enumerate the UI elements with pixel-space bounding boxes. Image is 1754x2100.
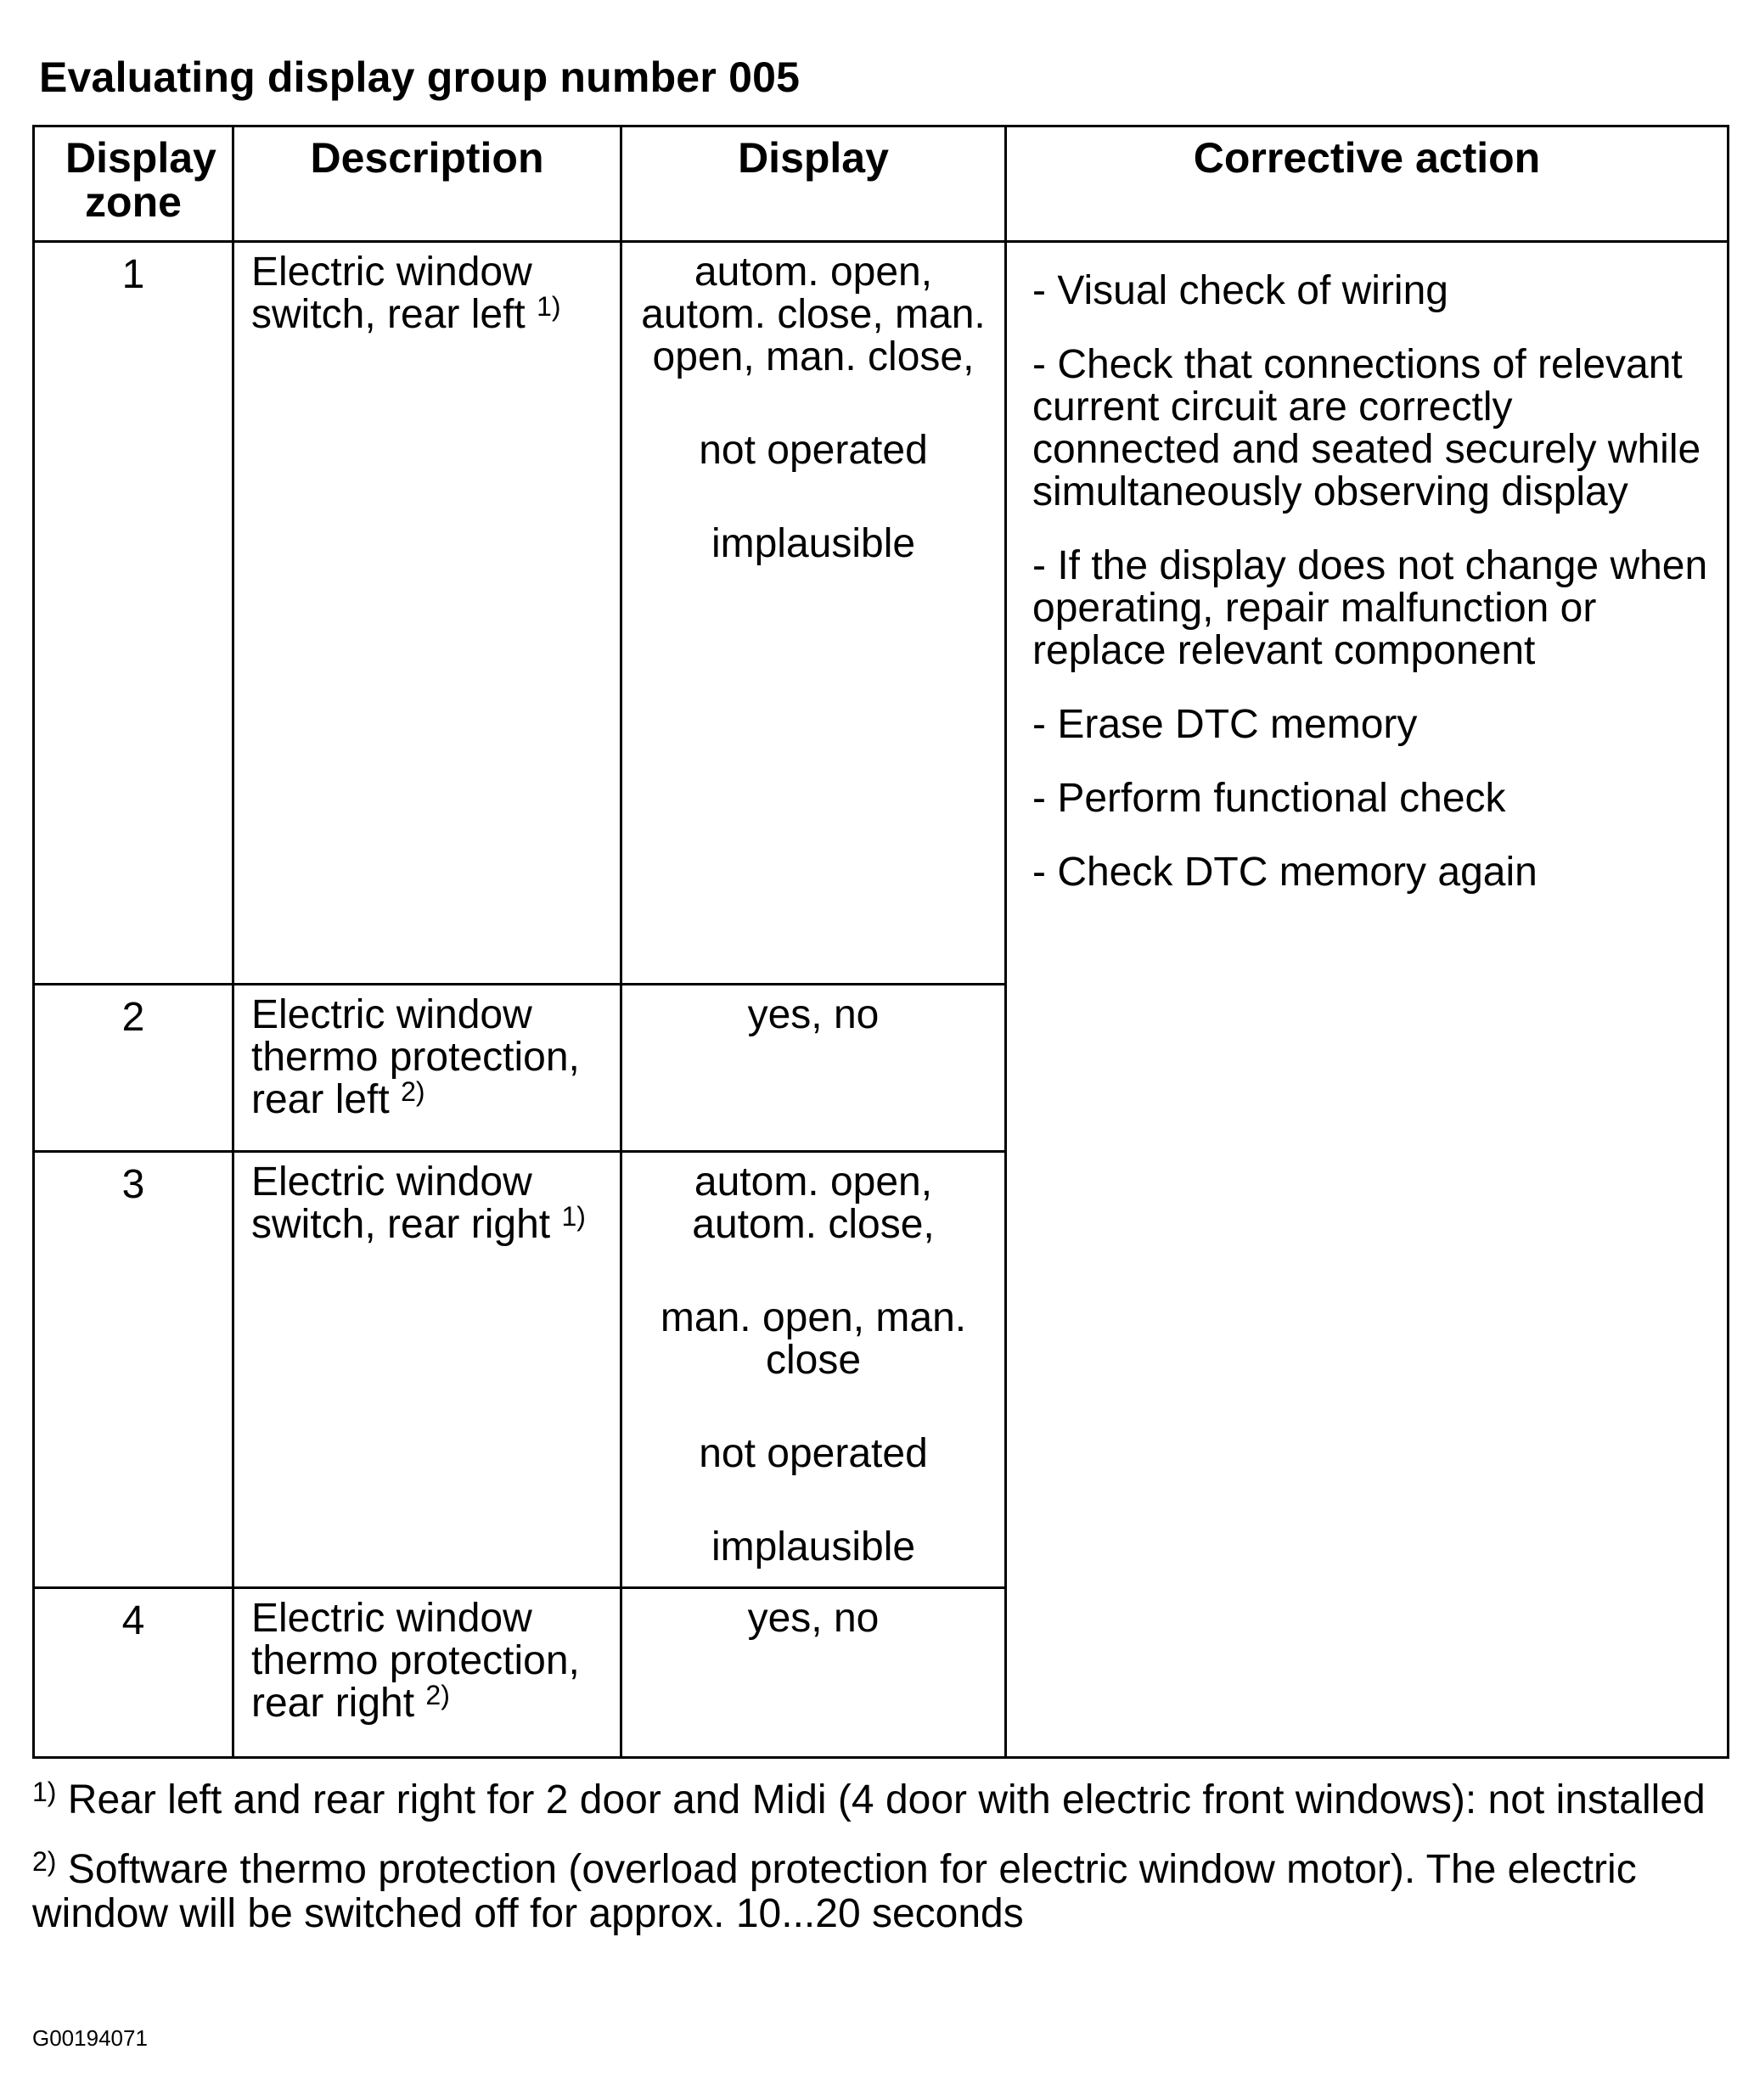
display-value: not operated [699, 428, 928, 473]
corrective-action-item: - Visual check of wiring [1032, 268, 1448, 313]
display-value: man. open, man. close [660, 1295, 967, 1383]
footnote-marker: 2) [32, 1846, 57, 1877]
display-group-table [32, 125, 1729, 1759]
footnote-text: Rear left and rear right for 2 door and Midi (4 door with electric front windows): not installed [67, 1777, 1706, 1822]
corrective-action-item: - Check DTC memory again [1032, 850, 1538, 895]
footnote-marker: 2) [425, 1680, 450, 1710]
zone-cell: 3 [34, 1152, 233, 1588]
footnote-marker: 1) [561, 1201, 586, 1232]
display-cell [621, 985, 1006, 1152]
display-value: yes, no [747, 992, 880, 1037]
header-display-zone: Display zone [34, 126, 233, 242]
corrective-action-item: - If the display does not change when operating, repair malfunction or replace relevant component [1032, 543, 1708, 673]
corrective-action-item: - Perform functional check [1032, 776, 1506, 821]
description-text: Electric window switch, rear left [251, 250, 532, 337]
display-cell [621, 1152, 1006, 1588]
footnote-1 [32, 1778, 1727, 1822]
footnote-marker: 2) [401, 1076, 425, 1107]
footnote-marker: 1) [32, 1777, 57, 1807]
display-cell [621, 1588, 1006, 1758]
corrective-action-item: - Check that connections of relevant current circuit are correctly connected and seated securely while simultaneously observing display [1032, 342, 1701, 514]
description-text: Electric window thermo protection, rear left [251, 992, 580, 1122]
description-cell [233, 242, 621, 985]
display-value: implausible [711, 521, 916, 566]
header-display: Display [621, 126, 1006, 242]
display-value: yes, no [747, 1596, 880, 1641]
zone-cell: 1 [34, 242, 233, 985]
footnote-marker: 1) [537, 291, 561, 322]
display-value: not operated [699, 1431, 928, 1476]
description-text: Electric window thermo protection, rear right [251, 1596, 580, 1726]
header-corrective-action: Corrective action [1006, 126, 1729, 242]
zone-cell: 4 [34, 1588, 233, 1758]
footnote-text: Software thermo protection (overload protection for electric window motor). The electric window will be switched off for approx. 10...20 seconds [32, 1847, 1637, 1936]
display-cell [621, 242, 1006, 985]
display-value: autom. open, autom. close, man. open, man. close, [641, 250, 986, 379]
footnotes [32, 1778, 1727, 1962]
table-row [34, 242, 1729, 985]
table-header-row [34, 126, 1729, 242]
display-value: implausible [711, 1524, 916, 1569]
description-cell [233, 985, 621, 1152]
description-cell [233, 1588, 621, 1758]
description-cell [233, 1152, 621, 1588]
header-description: Description [233, 126, 621, 242]
corrective-action-cell [1006, 242, 1729, 1758]
corrective-action-item: - Erase DTC memory [1032, 702, 1418, 747]
display-value: autom. open, autom. close, [692, 1159, 935, 1247]
figure-id: G00194071 [32, 2025, 148, 2051]
description-text: Electric window switch, rear right [251, 1159, 551, 1247]
page-title: Evaluating display group number 005 [39, 53, 801, 101]
zone-cell: 2 [34, 985, 233, 1152]
footnote-2 [32, 1848, 1727, 1936]
